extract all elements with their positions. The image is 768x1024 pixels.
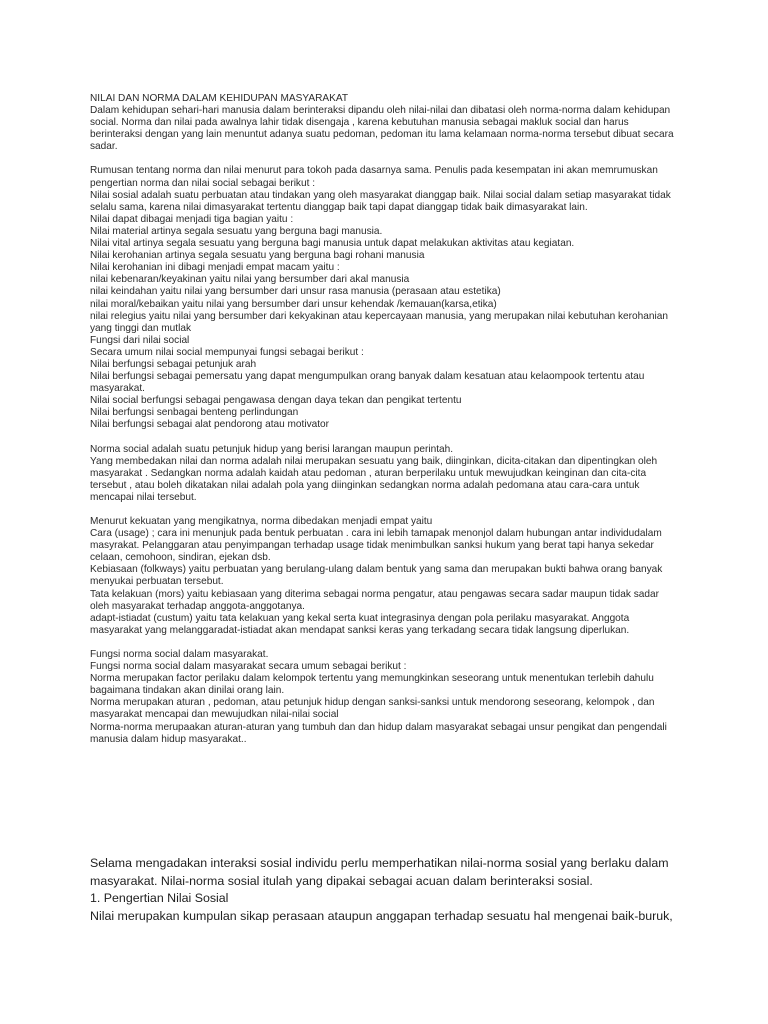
section-norm-functions bbox=[90, 649, 680, 746]
spacer bbox=[90, 153, 680, 165]
list-item: Kebiasaan (folkways) yaitu perbuatan yang berulang-ulang dalam bentuk yang sama dan merupakan bukti bahwa orang banyak menyukai perbuatan tersebut. bbox=[90, 564, 663, 588]
list-item: Cara (usage) ; cara ini menunjuk pada bentuk perbuatan . cara ini lebih tamapak menonjol dalam hubungan antar individudalam masyrakat. Pelanggaran atau penyimpangan terhadap usage tidak menimbulkan sanksi hukum yang berat tapi hanya sekedar celaan, cemohoon, sindiran, ejekan dsb. bbox=[90, 528, 662, 564]
paragraph: Menurut kekuatan yang mengikatnya, norma dibedakan menjadi empat yaitu bbox=[90, 516, 433, 527]
list-item: Norma merupakan factor perilaku dalam kelompok tertentu yang memungkinkan seseorang untuk menentukan terlebih dahulu bagaimana tindakan akan dinilai orang lain. bbox=[90, 673, 654, 697]
list-item: nilai moral/kebaikan yaitu nilai yang bersumber dari unsur kehendak /kemauan(karsa,etika) bbox=[90, 298, 497, 310]
section-intro bbox=[90, 93, 680, 153]
subheading: Fungsi dari nilai social bbox=[90, 334, 190, 346]
section-norms bbox=[90, 444, 680, 504]
paragraph: Norma social adalah suatu petunjuk hidup yang berisi larangan maupun perintah. bbox=[90, 443, 454, 455]
paragraph: Secara umum nilai social mempunyai fungsi sebagai berikut : bbox=[90, 346, 364, 358]
list-item: Nilai social berfungsi sebagai pengawasa dengan daya tekan dan pengikat tertentu bbox=[90, 395, 462, 407]
list-item: nilai keindahan yaitu nilai yang bersumber dari unsur rasa manusia (perasaan atau estetika) bbox=[90, 286, 501, 298]
section-values bbox=[90, 165, 680, 431]
paragraph: Nilai dapat dibagai menjadi tiga bagian yaitu : bbox=[90, 213, 294, 225]
list-item: nilai kebenaran/keyakinan yaitu nilai yang bersumber dari akal manusia bbox=[90, 274, 410, 286]
document-body bbox=[90, 93, 680, 746]
paragraph: Nilai merupakan kumpulan sikap perasaan ataupun anggapan terhadap sesuatu hal mengenai baik-buruk, bbox=[90, 908, 673, 923]
spacer bbox=[90, 637, 680, 649]
paragraph: Fungsi norma social dalam masyarakat secara umum sebagai berikut : bbox=[90, 661, 407, 673]
paragraph: Dalam kehidupan sehari-hari manusia dalam berinteraksi dipandu oleh nilai-nilai dan dibatasi oleh norma-norma dalam kehidupan social. Norma dan nilai pada awalnya lahir tidak disengaja , karena kebutuhan manusia sebagai makluk social dan harus berinteraksi dengan yang lain menuntut adanya suatu pedoman, pedoman itu lama kelamaan norma-norma tersebut dibuat secara sadar. bbox=[90, 105, 674, 153]
list-item: nilai relegius yaitu nilai yang bersumber dari kekyakinan atau kepercayaan manusia, yang merupakan nilai kebutuhan kerohanian yang tinggi dan mutlak bbox=[90, 310, 668, 334]
document-title: NILAI DAN NORMA DALAM KEHIDUPAN MASYARAKAT bbox=[90, 93, 349, 104]
list-item: Nilai berfungsi senbagai benteng perlindungan bbox=[90, 407, 299, 419]
list-item: Nilai material artinya segala sesuatu yang berguna bagi manusia. bbox=[90, 225, 383, 237]
subheading: Fungsi norma social dalam masyarakat. bbox=[90, 648, 269, 660]
section-norm-types bbox=[90, 516, 680, 637]
spacer bbox=[90, 432, 680, 444]
list-item: Tata kelakuan (mors) yaitu kebiasaan yang diterima sebagai norma pengatur, atau pengawas secara sadar maupun tidak sadar oleh masyarakat terhadap anggota-anggotanya. bbox=[90, 588, 659, 612]
list-item: adapt-istiadat (custum) yaitu tata kelakuan yang kekal serta kuat integrasinya dengan pola perilaku masyarakat. Anggota masyarakat yang melanggaradat-istiadat akan mendapat sanksi keras yang terkadang secara tidak langsung diperlukan. bbox=[90, 612, 630, 636]
paragraph: Selama mengadakan interaksi sosial individu perlu memperhatikan nilai-norma sosial yang berlaku dalam masyarakat. Nilai-norma sosial itulah yang dipakai sebagai acuan dalam berinteraksi sosial. bbox=[90, 856, 669, 888]
list-item: Nilai berfungsi sebagai alat pendorong atau motivator bbox=[90, 419, 330, 431]
list-item: Norma merupakan aturan , pedoman, atau petunjuk hidup dengan sanksi-sanksi untuk mendorong seseorang, kelompok , dan masyarakat mencapai dan mewujudkan nilai-nilai social bbox=[90, 697, 655, 721]
paragraph: Yang membedakan nilai dan norma adalah nilai merupakan sesuatu yang baik, diinginkan, dicita-citakan dan dipentingkan oleh masyarakat . Sedangkan norma adalah kaidah atau pedoman , aturan berperilaku untuk mewujudkan keinginan dan cita-cita tersebut , atau boleh dikatakan nilai adalah pola yang diinginkan sedangkan norma adalah pedomana atau cara-cara untuk mencapai nilai tersebut. bbox=[90, 455, 658, 503]
list-item: Norma-norma merupaakan aturan-aturan yang tumbuh dan dan hidup dalam masyarakat sebagai unsur pengikat dan pengendali manusia dalam hidup masyarakat.. bbox=[90, 721, 667, 745]
list-item: Nilai berfungsi sebagai pemersatu yang dapat mengumpulkan orang banyak dalam kesatuan atau kelaompook tertentu atau masyarakat. bbox=[90, 371, 645, 395]
spacer bbox=[90, 504, 680, 516]
document-body-continued bbox=[90, 855, 690, 925]
paragraph: Rumusan tentang norma dan nilai menurut para tokoh pada dasarnya sama. Penulis pada kesempatan ini akan memrumuskan pengertian norma dan nilai social sebagai berikut : bbox=[90, 165, 658, 189]
subheading: 1. Pengertian Nilai Sosial bbox=[90, 891, 229, 905]
list-item: Nilai vital artinya segala sesuatu yang berguna bagi manusia untuk dapat melakukan aktivitas atau kegiatan. bbox=[90, 238, 575, 250]
paragraph: Nilai sosial adalah suatu perbuatan atau tindakan yang oleh masyarakat dianggap baik. Nilai social dalam setiap masyarakat tidak selalu sama, karena nilai dimasyarakat tertentu dianggap baik tapi dapat dianggap tidak baik dimasyarakat lain. bbox=[90, 189, 671, 213]
list-item: Nilai berfungsi sebagai petunjuk arah bbox=[90, 358, 257, 370]
paragraph: Nilai kerohanian ini dibagi menjadi empat macam yaitu : bbox=[90, 262, 340, 274]
list-item: Nilai kerohanian artinya segala sesuatu yang berguna bagi rohani manusia bbox=[90, 250, 425, 262]
